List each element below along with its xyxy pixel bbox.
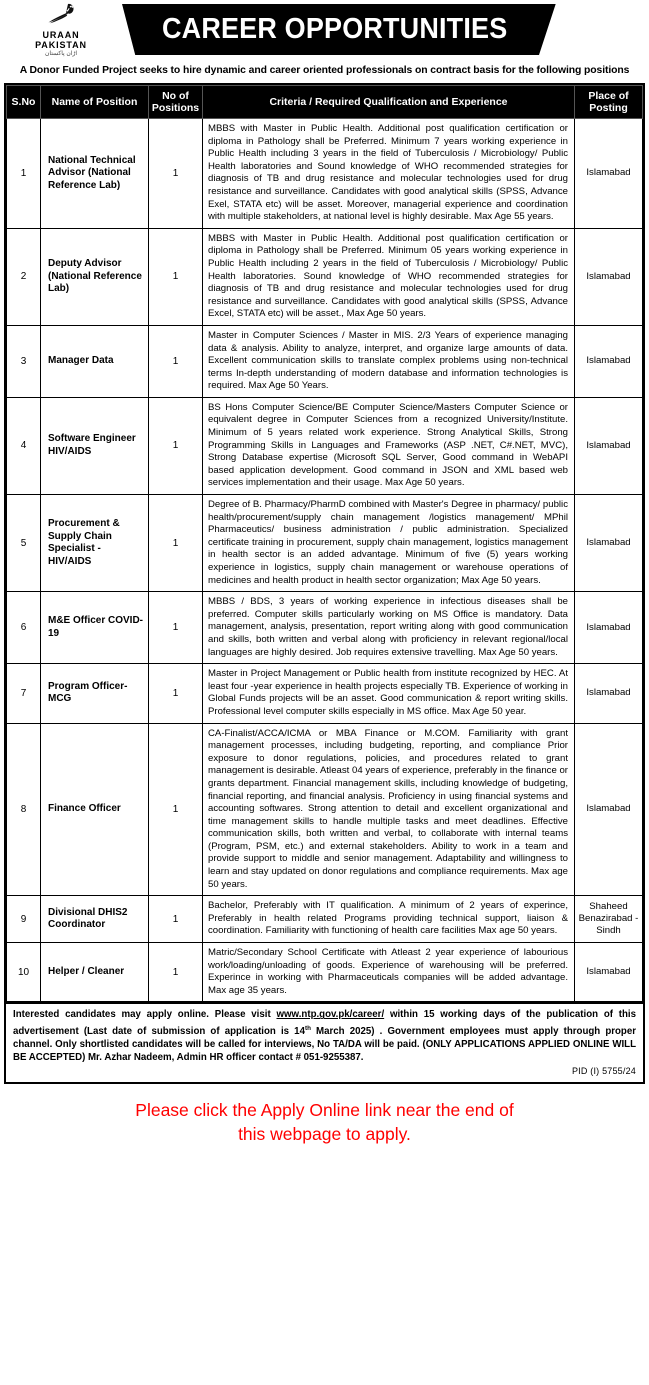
cell-no-of-positions: 1 xyxy=(149,228,203,325)
cell-position-name: Manager Data xyxy=(41,325,149,397)
cell-no-of-positions: 1 xyxy=(149,723,203,896)
cell-sno: 6 xyxy=(7,592,41,664)
cell-position-name: Deputy Advisor (National Reference Lab) xyxy=(41,228,149,325)
cell-criteria: MBBS / BDS, 3 years of working experience in infectious diseases shall be preferred. Computer skills particularly working on MS Office is mandatory. Data management, analysis, presentation, report writing along with good communication and skills, both written and verbal along with proficiency in relevant regional/local languages are highly desired. Job requires extensive travelling. Max Age 50 years. xyxy=(203,592,575,664)
logo-wordmark xyxy=(35,31,87,50)
cell-no-of-positions: 1 xyxy=(149,896,203,943)
cell-sno: 8 xyxy=(7,723,41,896)
column-header-criteria: Criteria / Required Qualification and Experience xyxy=(203,86,575,119)
cell-place-of-posting: Islamabad xyxy=(575,325,643,397)
cell-criteria: MBBS with Master in Public Health. Additional post qualification certification or diploma in Pathology shall be Preferred. Minimum 7 years working experience in Public Health including 3 years in the field of Tuberculosis / Microbiology/ Public Health laboratories and Sound knowledge of WHO recommended strategies for diagnosis of TB and drug resistance and molecular technologies used for drug resistance and surveillance. Candidates with good analytical skills (SPSS, Advance Exel, STATA etc) will be asset. Moreover, managerial experience and coordination with multiple stakeholders, at national level is highly desirable. Max Age 55 years. xyxy=(203,119,575,229)
cell-criteria: BS Hons Computer Science/BE Computer Science/Masters Computer Science or equivalent degree in Computer Sciences from a recognized University/Institute. Minimum of 5 years related work experience. Strong Analytical Skills, Strong Programming Skills in Languages and Frameworks (ASP .NET, C#.NET, MVC), Strong Database expertise (Microsoft SQL Server, Good command in WebAPI based application development. Good command in JSON and XML based web services implementation and their usage. Max Age 50 years. xyxy=(203,397,575,494)
cell-place-of-posting: Islamabad xyxy=(575,592,643,664)
cell-position-name: Procurement & Supply Chain Specialist - HIV/AIDS xyxy=(41,495,149,592)
callout-line1: Please click the Apply Online link near the end of xyxy=(135,1099,514,1120)
cell-criteria: MBBS with Master in Public Health. Additional post qualification certification or diploma in Pathology shall be Preferred. Minimum 05 years working experience in Public Health including 2 years in the field of Tuberculosis / Microbiology/ Public Health laboratories. Sound knowledge of WHO recommended strategies for diagnosis of TB and drug resistance and molecular technologies used for drug resistance and surveillance. Candidates with good analytical skills (SPSS, Advance Excel, STATA etc) will be asset., Max Age 50 years. xyxy=(203,228,575,325)
cell-position-name: Software Engineer HIV/AIDS xyxy=(41,397,149,494)
column-header-positions-line2: Positions xyxy=(151,102,200,114)
column-header-positions-line1: No of xyxy=(162,90,189,102)
advertisement-subtitle: A Donor Funded Project seeks to hire dynamic and career oriented professionals on contract basis for the following positions xyxy=(19,65,630,76)
cell-criteria: CA-Finalist/ACCA/ICMA or MBA Finance or M.COM. Familiarity with grant management processes, including budgeting, reporting, and compliance Prior exposure to donor regulations, policies, and procedures related to grant management is desirable. Atleast 04 years of experience, preferably in the finance or grants department. Financial management skills, including knowledge of budgeting, financial reporting, and financial analysis. Proficiency in using financial systems and accounting softwares. Strong attention to detail and excellent organizational and time management skills to handle multiple tasks and meet deadlines. Effective communication skills, both written and verbal, to collaborate with internal teams (Program, PSM, etc.) and external stakeholders. Ability to work in a team and provide support to middle and senior management. Adaptability and willingness to learn and stay updated on donor regulations and compliance requirements. Max age 50 years. xyxy=(203,723,575,896)
positions-table-body xyxy=(7,119,643,1002)
cell-place-of-posting: Islamabad xyxy=(575,495,643,592)
column-header-sno: S.No xyxy=(7,86,41,119)
cell-place-of-posting: Islamabad xyxy=(575,723,643,896)
cell-sno: 9 xyxy=(7,896,41,943)
cell-criteria: Master in Project Management or Public health from institute recognized by HEC. At least four -year experience in health projects especially TB. Experience of working in Global Funds projects will be an asset. Good communication & report writing skills. Professional level computer skills especially in MS office. Max Age 50 year. xyxy=(203,664,575,723)
cell-sno: 1 xyxy=(7,119,41,229)
positions-table xyxy=(6,85,643,1002)
logo-urdu-text: اڑان پاکستان xyxy=(44,51,78,57)
header-banner xyxy=(0,0,649,58)
table-row xyxy=(7,228,643,325)
cell-place-of-posting: Islamabad xyxy=(575,119,643,229)
instructions-part3: March 2025) . Government employees must apply through proper channel. Only shortlisted candidates will be called for interviews, No TA/DA will be paid. (ONLY APPLICATIONS APPLIED ONLINE WILL BE ACCEPTED) Mr. Azhar Nadeem, Admin HR officer contact # 051-9255387. xyxy=(13,1025,637,1064)
column-header-place-line2: Posting xyxy=(589,102,628,114)
cell-no-of-positions: 1 xyxy=(149,119,203,229)
table-row xyxy=(7,495,643,592)
cell-criteria: Degree of B. Pharmacy/PharmD combined with Master's Degree in pharmacy/ public health/procurement/supply chain management /logistics management/ MPhil Pharmaceutics/ business administration / public administration. Specialized certificate training in procurement, supply chain management, logistics management in health sector is an added advantage. Minimum of five (5) years working experience in logistics, supply chain management or warehouse operations of medicines and health product in health sector organization; Max Age 50 years. xyxy=(203,495,575,592)
cell-sno: 4 xyxy=(7,397,41,494)
cell-sno: 3 xyxy=(7,325,41,397)
cell-no-of-positions: 1 xyxy=(149,592,203,664)
cell-place-of-posting: Islamabad xyxy=(575,397,643,494)
table-row xyxy=(7,119,643,229)
cell-sno: 2 xyxy=(7,228,41,325)
page-title-text: CAREER OPPORTUNITIES xyxy=(161,12,508,45)
cell-no-of-positions: 1 xyxy=(149,943,203,1002)
cell-position-name: Finance Officer xyxy=(41,723,149,896)
cell-place-of-posting: Shaheed Benazirabad - Sindh xyxy=(575,896,643,943)
column-header-positions xyxy=(149,86,203,119)
column-header-name: Name of Position xyxy=(41,86,149,119)
career-portal-link[interactable]: www.ntp.gov.pk/career/ xyxy=(276,1009,385,1021)
instructions-part1: Interested candidates may apply online. Please visit xyxy=(13,1009,277,1021)
table-row xyxy=(7,896,643,943)
table-row xyxy=(7,723,643,896)
logo-wordmark-line2: PAKISTAN xyxy=(35,39,87,50)
cell-criteria: Matric/Secondary School Certificate with Atleast 2 year experience of labourious work/loading/unloading of goods. Experience of warehousing will be preferred. Experince in working with Pharmaceuticals companies will be added advantage. Max age 35 years. xyxy=(203,943,575,1002)
cell-position-name: National Technical Advisor (National Reference Lab) xyxy=(41,119,149,229)
table-row xyxy=(7,664,643,723)
cell-place-of-posting: Islamabad xyxy=(575,664,643,723)
apply-online-callout xyxy=(0,1084,649,1158)
callout-line2: this webpage to apply. xyxy=(238,1123,411,1144)
uraan-pakistan-logo xyxy=(12,2,110,58)
table-row xyxy=(7,943,643,1002)
application-instructions xyxy=(4,1004,645,1083)
cell-position-name: Helper / Cleaner xyxy=(41,943,149,1002)
cell-position-name: Divisional DHIS2 Coordinator xyxy=(41,896,149,943)
positions-table-container xyxy=(4,83,645,1004)
cell-no-of-positions: 1 xyxy=(149,664,203,723)
cell-sno: 10 xyxy=(7,943,41,1002)
cell-sno: 7 xyxy=(7,664,41,723)
column-header-place-line1: Place of xyxy=(588,90,629,102)
cell-sno: 5 xyxy=(7,495,41,592)
cell-criteria: Master in Computer Sciences / Master in MIS. 2/3 Years of experience managing data & analysis. Ability to analyze, interpret, and organize large amounts of data. Excellent communication skills to translate complex problems using non-technical terms In-depth understanding of modern database and information technologies is required. Max Age 50 Years. xyxy=(203,325,575,397)
cell-no-of-positions: 1 xyxy=(149,325,203,397)
falcon-bird-icon xyxy=(44,3,78,30)
cell-position-name: Program Officer-MCG xyxy=(41,664,149,723)
table-header-row xyxy=(7,86,643,119)
cell-criteria: Bachelor, Preferably with IT qualification. A minimum of 2 years of experince, Preferably in health related Programs providing technical support, liaison & coordination. Familiarity with functioning of health care facilities Max age 50 years. xyxy=(203,896,575,943)
instructions-part2: within 15 working days of the publication of this advertisement (Last date of submission of application is 14 xyxy=(13,1009,636,1037)
table-row xyxy=(7,397,643,494)
cell-place-of-posting: Islamabad xyxy=(575,943,643,1002)
table-row xyxy=(7,592,643,664)
cell-no-of-positions: 1 xyxy=(149,495,203,592)
pid-reference: PID (I) 5755/24 xyxy=(571,1066,636,1077)
logo-wordmark-line1: URAAN xyxy=(42,30,80,40)
column-header-place xyxy=(575,86,643,119)
cell-no-of-positions: 1 xyxy=(149,397,203,494)
table-row xyxy=(7,325,643,397)
cell-place-of-posting: Islamabad xyxy=(575,228,643,325)
cell-position-name: M&E Officer COVID-19 xyxy=(41,592,149,664)
date-ordinal-suffix: th xyxy=(304,1024,311,1032)
